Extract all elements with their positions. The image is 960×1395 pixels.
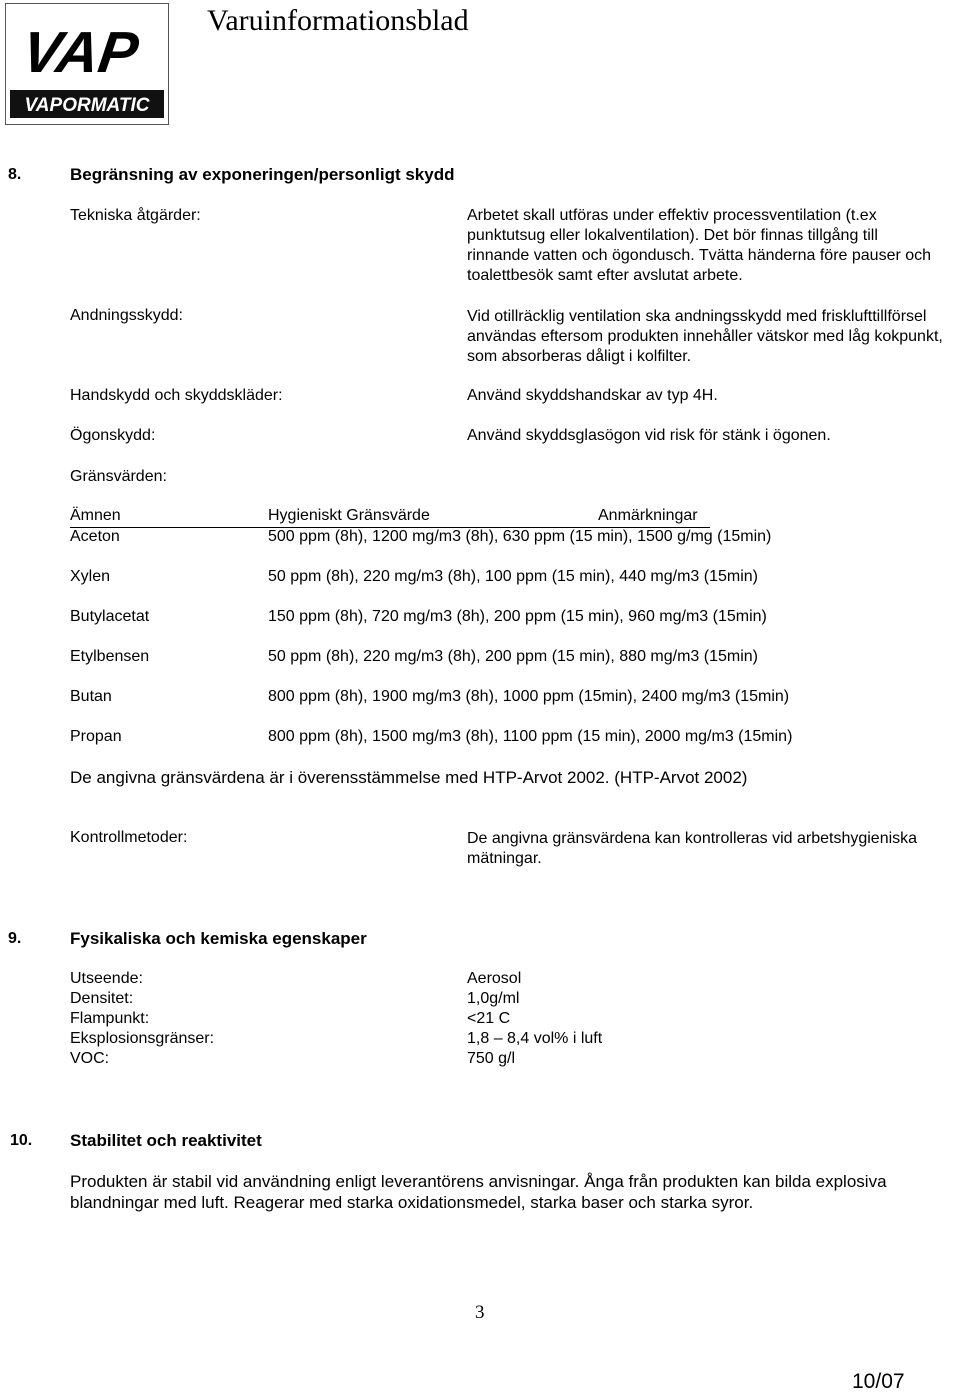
table-row [70,568,950,588]
property-row [70,990,770,1010]
logo-graphic [6,4,168,124]
property-value: 1,8 – 8,4 vol% i luft [467,1030,603,1047]
substance-name: Etylbensen [70,648,150,665]
eye-protection-text: Använd skyddsglasögon vid risk för stänk i ögonen. [467,427,831,444]
logo-mark: VAP [18,20,143,85]
property-row [70,1030,770,1050]
table-header-limit: Hygieniskt Gränsvärde [268,507,430,524]
page-number: 3 [475,1302,485,1323]
revision-code: 10/07 [852,1370,905,1393]
limit-values-label: Gränsvärden: [70,468,167,485]
substance-name: Butan [70,688,112,705]
substance-limit: 150 ppm (8h), 720 mg/m3 (8h), 200 ppm (15 min), 960 mg/m3 (15min) [268,608,767,625]
respiratory-protection-text: Vid otillräcklig ventilation ska andningsskydd med frisklufttillförsel användas eftersom produkten innehåller vätskor med låg kokpunkt, som absorberas dåligt i kolfilter. [467,308,943,365]
control-methods-label: Kontrollmetoder: [70,829,188,846]
property-value: 750 g/l [467,1050,516,1067]
table-row [70,608,950,628]
property-row [70,1010,770,1030]
section-8-title: Begränsning av exponeringen/personligt skydd [70,165,455,184]
substance-limit: 50 ppm (8h), 220 mg/m3 (8h), 100 ppm (15 min), 440 mg/m3 (15min) [268,568,758,585]
table-row [70,728,950,748]
substance-name: Aceton [70,528,120,545]
table-header-remarks: Anmärkningar [598,507,698,524]
hand-protection-label: Handskydd och skyddskläder: [70,387,283,404]
table-row [70,648,950,668]
technical-measures-text: Arbetet skall utföras under effektiv processventilation (t.ex punktutsug eller lokalventilation). Det bör finnas tillgång till rinnande vatten och ögondusch. Tvätta händerna före pauser och toalettbesök samt efter avslutat arbete. [467,207,932,284]
substance-name: Xylen [70,568,111,585]
substance-name: Propan [70,728,122,745]
property-label: Utseende: [70,970,143,987]
limits-table-header [70,507,710,528]
table-row [70,688,950,708]
property-value: 1,0g/ml [467,990,520,1007]
section-10-title: Stabilitet och reaktivitet [70,1131,262,1150]
vapormatic-logo [5,3,169,125]
property-value: <21 C [467,1010,511,1027]
substance-limit: 800 ppm (8h), 1900 mg/m3 (8h), 1000 ppm (15min), 2400 mg/m3 (15min) [268,688,790,705]
property-row [70,970,770,990]
property-row [70,1050,770,1070]
property-label: Eksplosionsgränser: [70,1030,215,1047]
respiratory-protection-label: Andningsskydd: [70,307,183,324]
substance-limit: 500 ppm (8h), 1200 mg/m3 (8h), 630 ppm (15 min), 1500 g/mg (15min) [268,528,772,545]
section-10-number: 10. [10,1132,33,1149]
section-9-title: Fysikaliska och kemiska egenskaper [70,929,367,948]
technical-measures-label: Tekniska åtgärder: [70,207,201,224]
eye-protection-label: Ögonskydd: [70,427,156,444]
limits-note: De angivna gränsvärdena är i överensstämmelse med HTP-Arvot 2002. (HTP-Arvot 2002) [70,768,748,787]
property-label: VOC: [70,1050,110,1067]
property-label: Flampunkt: [70,1010,150,1027]
logo-brand: VAPORMATIC [24,95,150,116]
substance-name: Butylacetat [70,608,150,625]
control-methods-text: De angivna gränsvärdena kan kontrolleras vid arbetshygieniska mätningar. [467,830,918,867]
property-label: Densitet: [70,990,134,1007]
document-title: Varuinformationsblad [207,4,469,37]
table-row [70,528,950,548]
section-8-number: 8. [8,166,22,183]
substance-limit: 50 ppm (8h), 220 mg/m3 (8h), 200 ppm (15 min), 880 mg/m3 (15min) [268,648,758,665]
section-9-number: 9. [8,930,22,947]
substance-limit: 800 ppm (8h), 1500 mg/m3 (8h), 1100 ppm (15 min), 2000 mg/m3 (15min) [268,728,793,745]
table-header-substance: Ämnen [70,507,121,524]
hand-protection-text: Använd skyddshandskar av typ 4H. [467,387,718,404]
section-10-text: Produkten är stabil vid användning enligt leverantörens anvisningar. Ånga från produkten kan bilda explosiva blandningar med luft. Reagerar med starka oxidationsmedel, starka baser och starka syror. [70,1172,887,1212]
property-value: Aerosol [467,970,522,987]
